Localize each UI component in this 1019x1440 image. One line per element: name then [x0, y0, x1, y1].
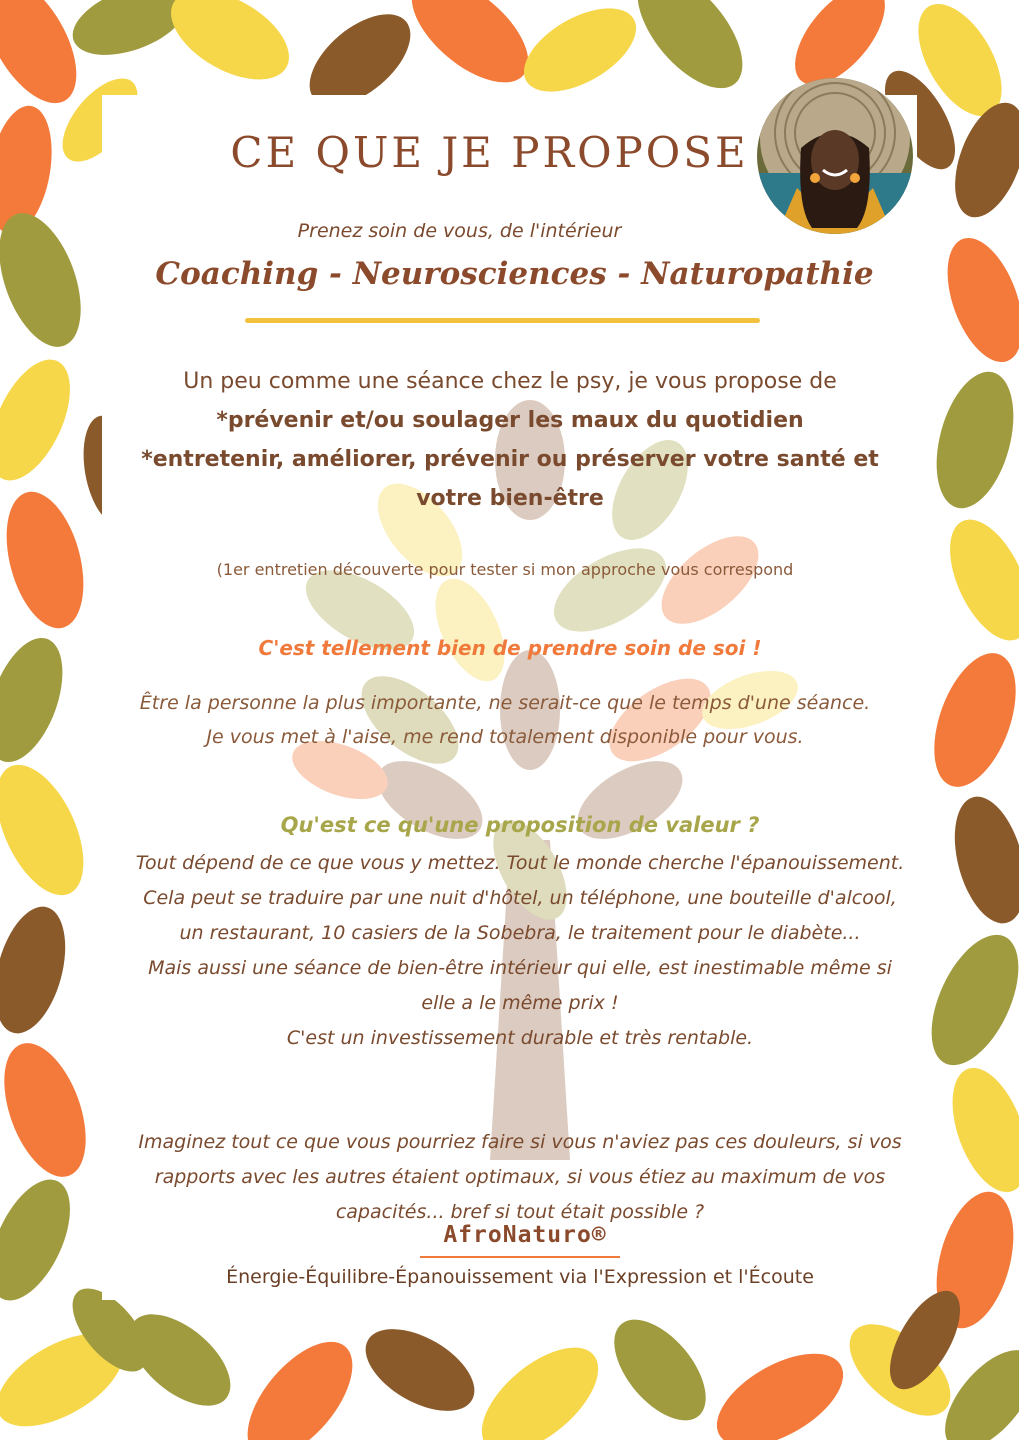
leaf-shape — [597, 1303, 723, 1436]
leaf-shape — [0, 752, 101, 908]
tagline: Énergie-Équilibre-Épanouissement via l'Expression et l'Écoute — [226, 1266, 814, 1288]
leaf-shape — [510, 0, 649, 109]
value-paragraph — [135, 846, 905, 1056]
value-line: C'est un investissement durable et très rentable. — [286, 1027, 754, 1049]
imagine-paragraph: Imaginez tout ce que vous pourriez faire si vous n'aviez pas ces douleurs, si vos rapports avec les autres étaient optimaux, si vous étiez au maximum de vos capacités... bref si tout était possible ? — [138, 1131, 902, 1223]
profile-photo — [757, 78, 913, 234]
title-underline — [245, 318, 760, 323]
leaf-shape — [0, 483, 97, 636]
leaf-shape — [702, 1335, 858, 1440]
leaf-shape — [0, 899, 78, 1041]
leaf-shape — [942, 789, 1019, 931]
leaf-shape — [618, 0, 762, 106]
leaf-shape — [938, 1058, 1019, 1202]
paragraph-importance: Être la personne la plus importante, ne serait-ce que le temps d'une séance. Je vous met à l'aise, me rend totalement disponible pour vous. — [139, 692, 871, 748]
leaf-shape — [918, 642, 1019, 797]
leaf-shape — [228, 1324, 372, 1440]
intro-line-2: *prévenir et/ou soulager les maux du quotidien — [216, 408, 804, 433]
leaf-shape — [352, 1312, 488, 1427]
leaf-shape — [464, 1328, 616, 1440]
leaf-shape — [933, 228, 1019, 372]
leaf-shape — [0, 1032, 102, 1187]
value-line: Mais aussi une séance de bien-être intérieur qui elle, est inestimable même si elle a le même prix ! — [148, 957, 892, 1014]
brand-logo: AfroNaturo® — [443, 1222, 607, 1248]
leaf-shape — [0, 348, 86, 493]
discovery-note: (1er entretien découverte pour tester si mon approche vous correspond — [216, 560, 794, 579]
leaf-shape — [914, 922, 1019, 1078]
value-line: Tout dépend de ce que vous y mettez. Tout le monde cherche l'épanouissement. Cela peut se traduire par une nuit d'hôtel, un téléphone, une bouteille d'alcool, un restaurant, 10 casiers de la Sobebra, le traitement pour le diabète... — [135, 852, 905, 944]
page-title: CE QUE JE PROPOSE — [230, 128, 749, 177]
intro-block — [130, 362, 890, 518]
intro-line-1: Un peu comme une séance chez le psy, je vous propose de — [183, 369, 837, 394]
leaf-shape — [156, 0, 304, 98]
leaf-shape — [394, 0, 546, 102]
intro-line-3: *entretenir, améliorer, prévenir ou préserver votre santé et votre bien-être — [141, 447, 879, 511]
value-question-heading: Qu'est ce qu'une proposition de valeur ? — [280, 813, 760, 837]
leaf-shape — [934, 508, 1019, 653]
leaf-shape — [0, 628, 77, 772]
slogan: C'est tellement bien de prendre soin de soi ! — [258, 636, 762, 660]
brand-underline — [420, 1256, 620, 1258]
specialties-heading: Coaching - Neurosciences - Naturopathie — [155, 256, 874, 292]
subtitle: Prenez soin de vous, de l'intérieur — [297, 220, 622, 242]
leaf-shape — [923, 363, 1019, 516]
